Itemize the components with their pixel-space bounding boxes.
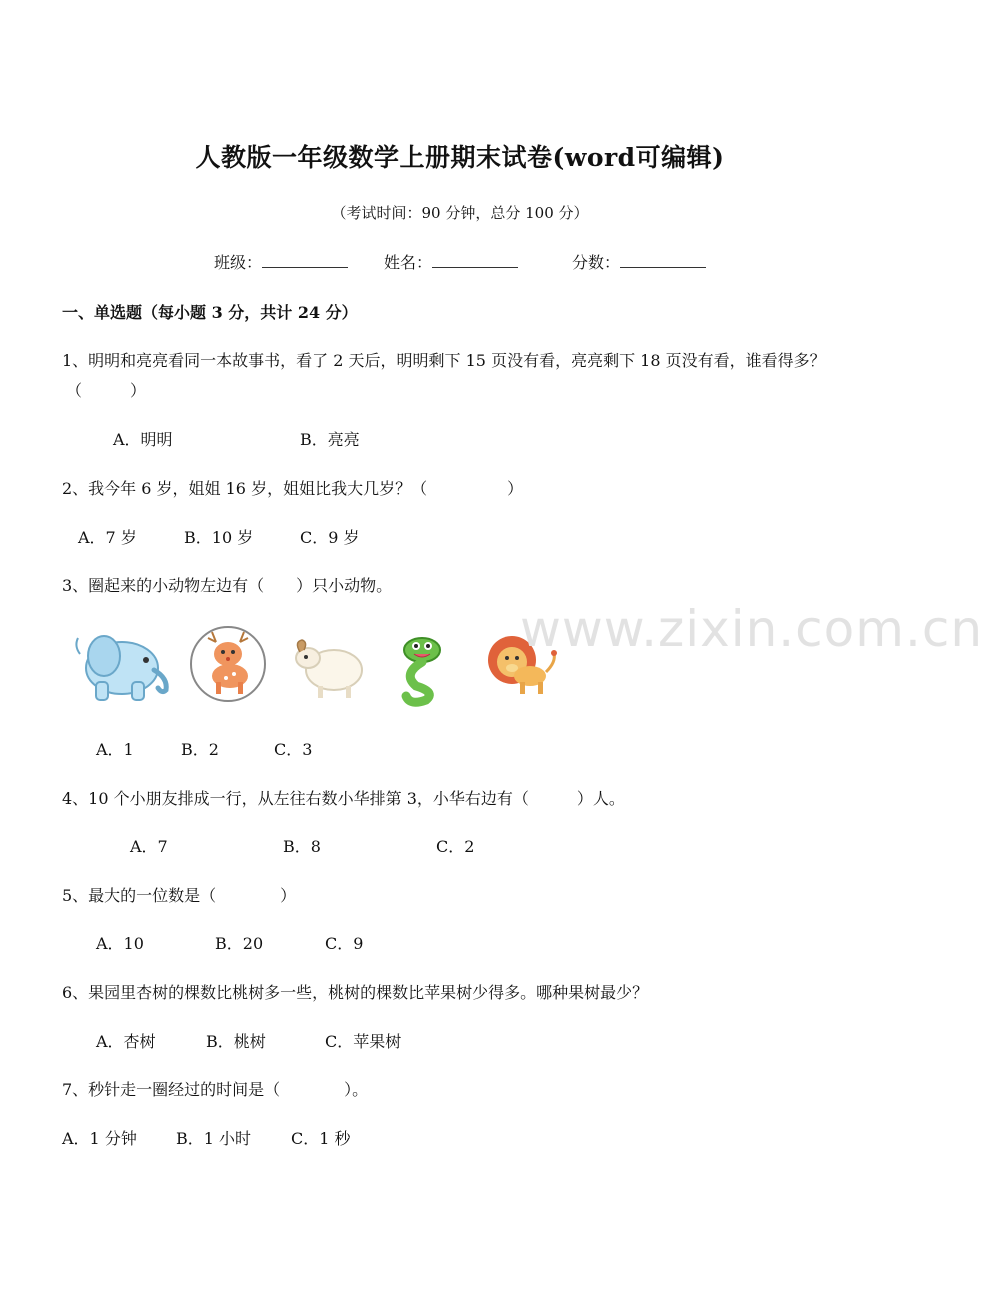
class-label: 班级： [214,253,263,272]
question-1: 1、明明和亮亮看同一本故事书，看了 2 天后，明明剩下 15 页没有看，亮亮剩下 18 页没有看，谁看得多？ [62,351,826,370]
question-7: 7、秒针走一圈经过的时间是（ ）。 [62,1080,369,1099]
question-3: 3、圈起来的小动物左边有（ ）只小动物。 [62,576,393,595]
question-6: 6、果园里杏树的棵数比桃树多一些，桃树的棵数比苹果树少得多。哪种果树最少？ [62,983,649,1002]
q4-option-b: B．8 [283,837,321,856]
exam-info: （考试时间：90 分钟，总分 100 分） [331,204,589,222]
q2-option-a: A．7 岁 [78,528,137,547]
class-blank [262,253,348,268]
q4-option-c: C．2 [436,837,475,856]
question-2: 2、我今年 6 岁，姐姐 16 岁，姐姐比我大几岁？（ ） [62,479,524,498]
name-blank [432,253,518,268]
score-blank [620,253,706,268]
page-title: 人教版一年级数学上册期末试卷(word可编辑) [195,143,725,172]
q6-option-b: B．桃树 [206,1032,266,1051]
snake-icon [396,634,454,706]
class-field [214,250,348,273]
question-4: 4、10 个小朋友排成一行，从左往右数小华排第 3，小华右边有（ ）人。 [62,789,625,808]
section-heading: 一、单选题（每小题 3 分，共计 24 分） [62,303,358,322]
score-label: 分数： [572,253,621,272]
q5-option-b: B．20 [215,934,264,953]
question-1-answer-paren: （ ） [66,381,147,400]
q3-option-a: A．1 [96,740,134,759]
q3-option-c: C．3 [274,740,313,759]
q4-option-a: A．7 [130,837,168,856]
elephant-icon [70,624,174,704]
name-field [384,250,518,273]
sheep-icon [288,630,368,702]
q7-option-c: C．1 秒 [291,1129,351,1148]
q5-option-a: A．10 [96,934,144,953]
q7-option-b: B．1 小时 [176,1129,252,1148]
q2-option-c: C．9 岁 [300,528,360,547]
q2-option-b: B．10 岁 [184,528,254,547]
q7-option-a: A．1 分钟 [62,1129,137,1148]
q3-option-b: B．2 [181,740,219,759]
name-label: 姓名： [384,253,433,272]
question-5: 5、最大的一位数是（ ） [62,886,297,905]
watermark: www.zixin.com.cn [520,600,983,658]
q1-option-b: B．亮亮 [300,430,360,449]
deer-icon-circled [188,624,268,704]
q1-option-a: A．明明 [113,430,173,449]
q6-option-a: A．杏树 [96,1032,156,1051]
score-field [572,250,706,273]
q6-option-c: C．苹果树 [325,1032,402,1051]
q5-option-c: C．9 [325,934,364,953]
